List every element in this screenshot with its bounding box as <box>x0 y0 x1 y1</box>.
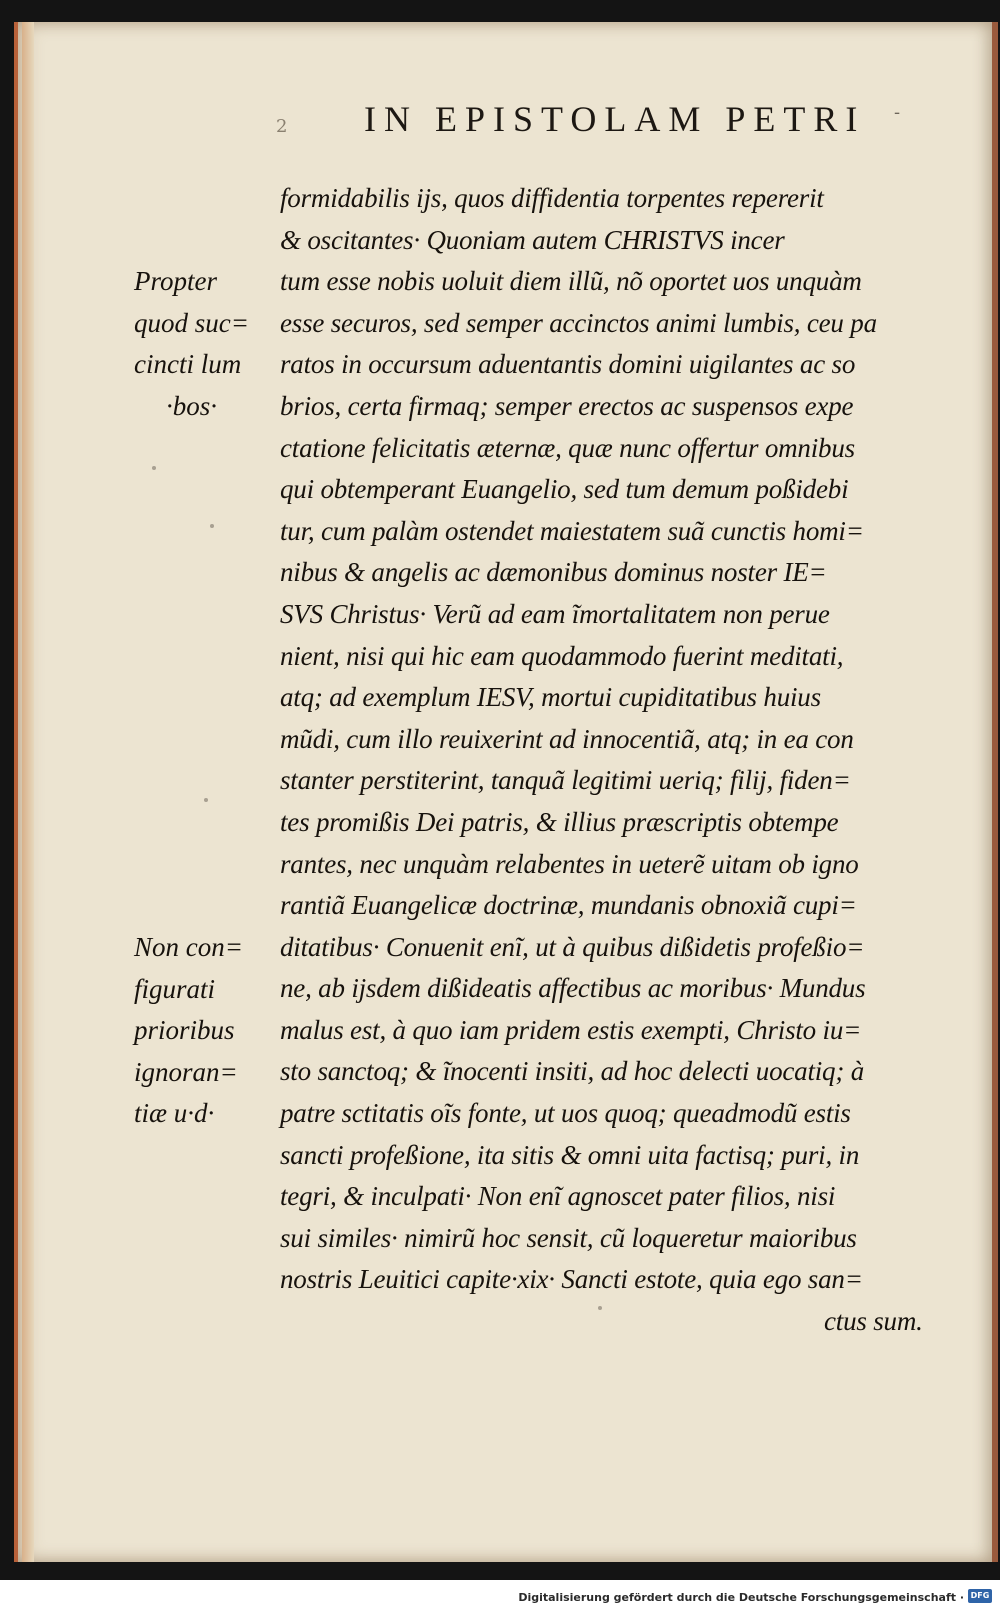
text-line: ditatibus· Conuenit enĩ, ut à quibus dißidetis profeßio= <box>280 931 865 962</box>
paper-speck <box>152 466 156 470</box>
text-line: esse securos, sed semper accinctos animi lumbis, ceu pa <box>280 307 877 338</box>
text-line: ctatione felicitatis æternæ, quæ nunc offertur omnibus <box>280 432 855 463</box>
page-edge <box>22 22 34 1562</box>
paper-speck <box>210 524 214 528</box>
text-line: sui similes· nimirũ hoc sensit, cũ loqueretur maioribus <box>280 1222 857 1253</box>
margin-note-line: Propter <box>134 266 217 296</box>
paper-speck <box>598 1306 602 1310</box>
paper-speck <box>204 798 208 802</box>
text-line: atq; ad exemplum IESV, mortui cupiditatibus huius <box>280 682 821 713</box>
text-line: rantes, nec unquàm relabentes in ueterẽ uitam ob igno <box>280 848 859 879</box>
text-line: tum esse nobis uoluit diem illũ, nõ oportet uos unquàm <box>280 266 862 297</box>
text-line: sancti profeßione, ita sitis & omni uita factisq; puri, in <box>280 1139 860 1170</box>
margin-note-line: quod suc= <box>134 307 249 338</box>
margin-note-non-configurati <box>134 927 274 1135</box>
dfg-logo: DFG <box>968 1589 992 1603</box>
text-line: SVS Christus· Verũ ad eam ĩmortalitatem non perue <box>280 598 830 629</box>
text-line: nostris Leuitici capite·xix· Sancti estote, quia ego san= <box>280 1264 863 1295</box>
margin-note-propter <box>134 261 274 427</box>
book-page <box>14 22 998 1562</box>
margin-note-line: cincti lum <box>134 349 242 380</box>
margin-note-line: ignoran= <box>134 1056 238 1087</box>
text-line: ratos in occursum aduentantis domini uigilantes ac so <box>280 349 856 380</box>
text-line-last: ctus sum. <box>824 1306 923 1337</box>
text-line: tes promißis Dei patris, & illius præscriptis obtempe <box>280 806 839 837</box>
text-line: nient, nisi qui hic eam quodammodo fuerint meditati, <box>280 640 844 671</box>
text-line: patre sctitatis oĩs fonte, ut uos quoq; queadmodũ estis <box>280 1098 851 1129</box>
margin-note-line: Non con= <box>134 932 243 962</box>
running-head-mark: - <box>894 102 901 123</box>
running-head-title: IN EPISTOLAM PETRI <box>364 99 866 139</box>
text-line: stanter perstiterint, tanquã legitimi ueriq; filij, fiden= <box>280 765 851 796</box>
margin-note-line: ·bos· <box>166 390 218 421</box>
page-number: 2 <box>276 116 288 137</box>
text-line: formidabilis ijs, quos diffidentia torpentes repererit <box>280 183 824 213</box>
text-line: nibus & angelis ac dæmonibus dominus noster IE= <box>280 557 827 588</box>
text-line: tegri, & inculpati· Non enĩ agnoscet pater filios, nisi <box>280 1181 836 1212</box>
footer-bar <box>0 1580 1000 1611</box>
text-line: ne, ab ijsdem dißideatis affectibus ac moribus· Mundus <box>280 973 866 1004</box>
text-line: sto sanctoq; & ĩnocenti insiti, ad hoc delecti uocatiq; à <box>280 1056 864 1087</box>
margin-note-line: prioribus <box>134 1015 235 1046</box>
text-line: qui obtemperant Euangelio, sed tum demum poßidebi <box>280 474 849 505</box>
text-line: mũdi, cum illo reuixerint ad innocentiã, atq; in ea con <box>280 723 854 754</box>
margin-note-line: tiæ u·d· <box>134 1098 215 1129</box>
text-line: & oscitantes· Quoniam autem CHRISTVS incer <box>280 224 785 255</box>
funding-credit: Digitalisierung gefördert durch die Deutsche Forschungsgemeinschaft · <box>518 1591 964 1604</box>
text-line: brios, certa firmaq; semper erectos ac suspensos expe <box>280 390 854 421</box>
margin-note-line: figurati <box>134 973 216 1004</box>
text-line: malus est, à quo iam pridem estis exempti, Christo iu= <box>280 1014 862 1045</box>
text-line: rantiã Euangelicæ doctrinæ, mundanis obnoxiã cupi= <box>280 890 857 921</box>
text-line: tur, cum palàm ostendet maiestatem suã cunctis homi= <box>280 515 864 546</box>
running-head <box>18 96 992 146</box>
body-text <box>280 178 962 1343</box>
